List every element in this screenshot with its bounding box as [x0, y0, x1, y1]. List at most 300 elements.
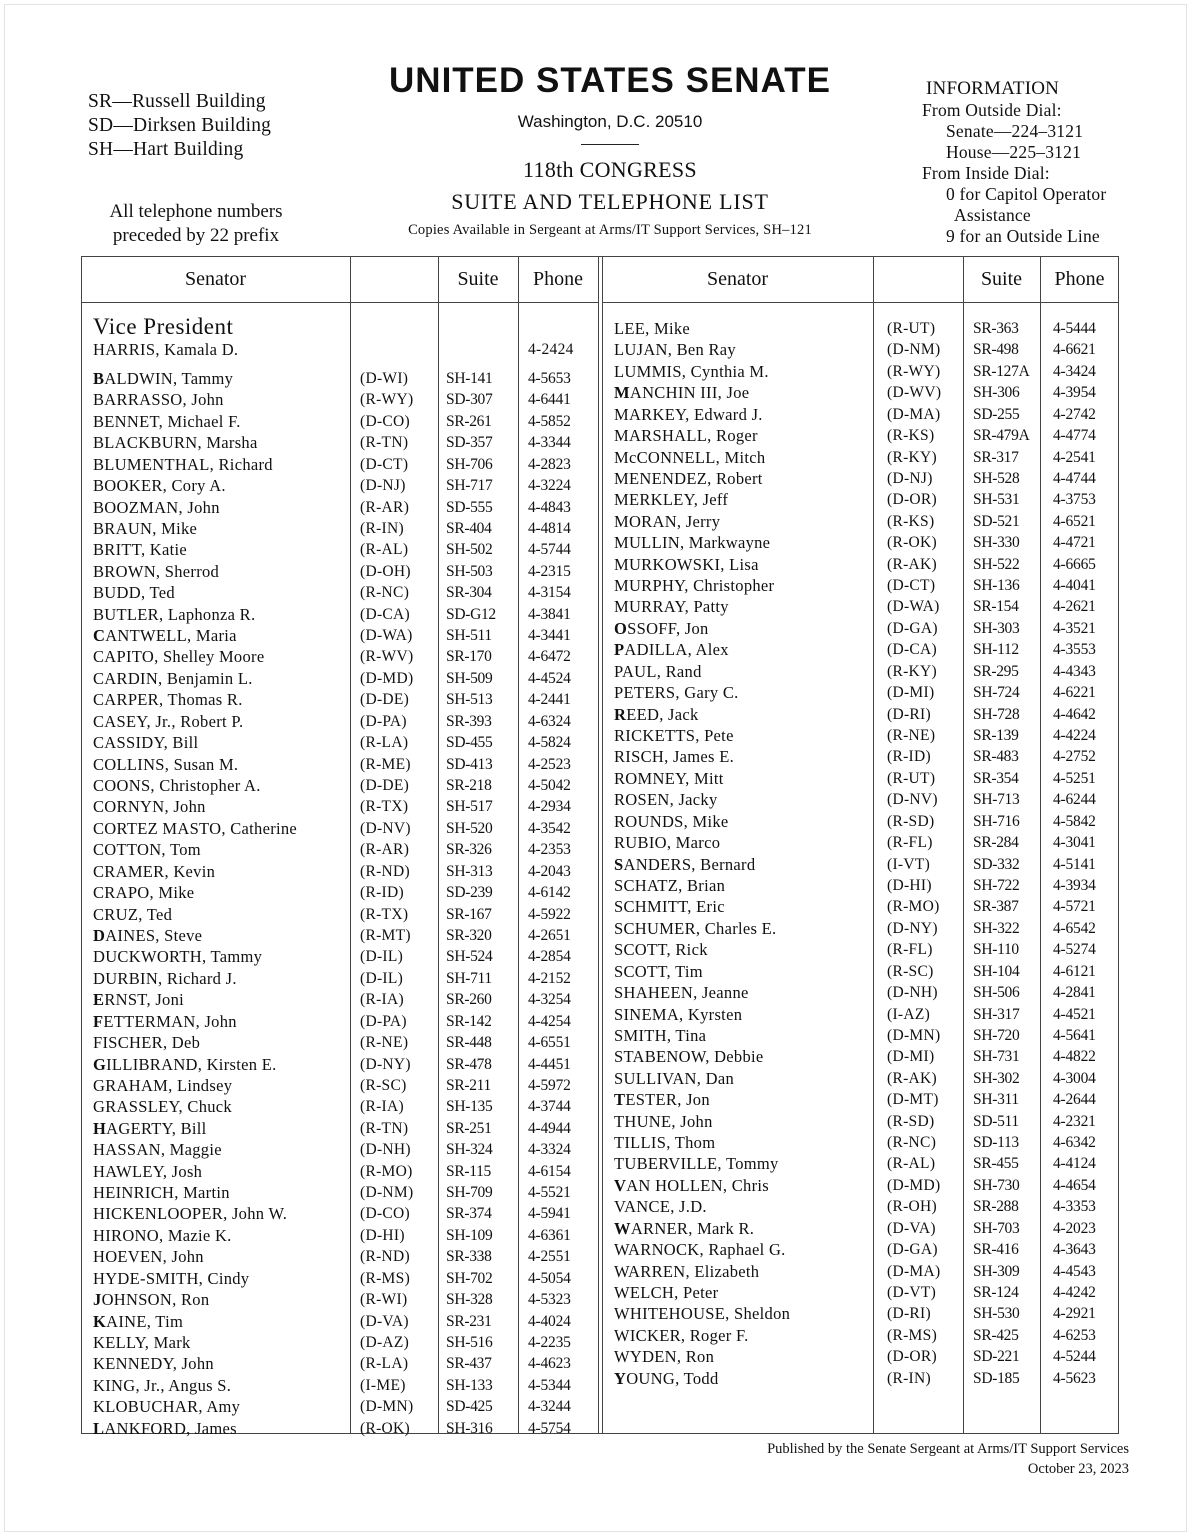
senator-name: CRUZ, Ted [93, 904, 173, 924]
suite-number: SH-709 [446, 1184, 493, 1202]
phone-extension: 4-4242 [1053, 1283, 1096, 1301]
phone-extension: 4-2235 [528, 1333, 571, 1351]
suite-number: SD-185 [973, 1369, 1020, 1387]
suite-number: SH-711 [446, 969, 492, 987]
table-row [81, 689, 599, 710]
phone-extension: 4-6342 [1053, 1134, 1096, 1152]
party-state: (R-IN) [887, 1369, 931, 1387]
senator-name: CAPITO, Shelley Moore [93, 647, 265, 667]
party-state: (R-AR) [360, 841, 410, 859]
party-state: (D-VA) [360, 1312, 409, 1330]
party-state: (D-MI) [887, 684, 935, 702]
copies-note: Copies Available in Sergeant at Arms/IT Support Services, SH–121 [408, 222, 812, 238]
phone-extension: 4-2854 [528, 948, 571, 966]
suite-number: SH-713 [973, 791, 1020, 809]
table-row [602, 1089, 1119, 1110]
table-row [81, 604, 599, 625]
party-state: (D-CT) [887, 577, 936, 595]
information-title: INFORMATION [926, 78, 1060, 99]
party-state: (R-MO) [887, 898, 940, 916]
phone-extension: 4-2023 [1053, 1219, 1096, 1237]
party-state: (R-UT) [887, 769, 936, 787]
party-state: (D-HI) [887, 876, 932, 894]
suite-number: SH-522 [973, 555, 1020, 573]
phone-extension: 4-3753 [1053, 491, 1096, 509]
senator-name: COLLINS, Susan M. [93, 754, 239, 774]
phone-extension: 4-2152 [528, 969, 571, 987]
column-header-suite: Suite [457, 268, 499, 290]
phone-extension: 4-2551 [528, 1248, 571, 1266]
suite-number: SR-326 [446, 841, 492, 859]
suite-number: SR-416 [973, 1241, 1019, 1259]
senator-name: WARNOCK, Raphael G. [614, 1240, 786, 1260]
table-row [81, 796, 599, 817]
phone-extension: 4-4944 [528, 1119, 571, 1137]
table-right-half [602, 256, 1119, 1434]
table-row [602, 575, 1119, 596]
party-state: (R-KS) [887, 512, 935, 530]
table-row [81, 968, 599, 989]
table-row [602, 425, 1119, 446]
senator-name: SCHUMER, Charles E. [614, 918, 777, 938]
senator-name: GRASSLEY, Chuck [93, 1097, 232, 1117]
party-state: (D-AZ) [360, 1333, 410, 1351]
phone-extension: 4-4814 [528, 519, 571, 537]
table-row [81, 732, 599, 753]
phone-extension: 4-2321 [1053, 1112, 1096, 1130]
party-state: (R-OH) [887, 1198, 938, 1216]
suite-number: SD-G12 [446, 605, 496, 623]
suite-number: SH-502 [446, 541, 493, 559]
suite-number: SH-311 [973, 1091, 1019, 1109]
phone-extension: 4-2644 [1053, 1091, 1096, 1109]
house-number: House—225–3121 [946, 142, 1082, 162]
phone-extension: 4-2841 [1053, 984, 1096, 1002]
suite-number: SD-307 [446, 391, 493, 409]
table-row [602, 961, 1119, 982]
senator-name: KING, Jr., Angus S. [93, 1375, 232, 1395]
senator-name: THUNE, John [614, 1111, 713, 1131]
table-left-half [81, 256, 599, 1438]
table-row [602, 382, 1119, 403]
party-state: (R-ND) [360, 1248, 411, 1266]
phone-extension: 4-5274 [1053, 941, 1096, 959]
phone-extension: 4-5641 [1053, 1026, 1096, 1044]
table-row [602, 1346, 1119, 1367]
suite-number: SH-328 [446, 1291, 493, 1309]
table-row [81, 818, 599, 839]
senator-name: HYDE-SMITH, Cindy [93, 1268, 250, 1288]
table-row [81, 1375, 599, 1396]
table-row [81, 1353, 599, 1374]
suite-number: SD-239 [446, 884, 493, 902]
column-header-phone: Phone [533, 268, 583, 290]
table-row [602, 1368, 1119, 1389]
phone-extension: 4-6621 [1053, 341, 1096, 359]
phone-extension: 4-2651 [528, 926, 571, 944]
phone-extension: 4-6472 [528, 648, 571, 666]
suite-number: SH-110 [973, 941, 1019, 959]
suite-number: SH-513 [446, 691, 493, 709]
senator-name: CORTEZ MASTO, Catherine [93, 818, 298, 838]
suite-number: SH-302 [973, 1069, 1020, 1087]
phone-extension: 4-3004 [1053, 1069, 1096, 1087]
suite-number: SR-124 [973, 1283, 1019, 1301]
phone-extension: 4-6221 [1053, 684, 1096, 702]
senator-name: REED, Jack [614, 704, 699, 724]
senator-name: FETTERMAN, John [93, 1011, 237, 1031]
phone-extension: 4-3324 [528, 1141, 571, 1159]
senator-name: CARPER, Thomas R. [93, 690, 243, 710]
phone-extension: 4-5251 [1053, 769, 1096, 787]
party-state: (D-WV) [887, 384, 942, 402]
party-state: (D-VA) [887, 1219, 936, 1237]
phone-extension: 4-6542 [1053, 919, 1096, 937]
phone-extension: 4-2523 [528, 755, 571, 773]
title-block [330, 60, 890, 239]
senator-name: SCOTT, Rick [614, 940, 708, 960]
senator-name: SULLIVAN, Dan [614, 1068, 735, 1088]
senator-name: CRAPO, Mike [93, 883, 195, 903]
phone-extension: 4-2353 [528, 841, 571, 859]
table-row [602, 682, 1119, 703]
suite-number: SR-455 [973, 1155, 1019, 1173]
suite-number: SH-503 [446, 562, 493, 580]
senator-name: MANCHIN III, Joe [614, 383, 750, 403]
table-row [81, 1289, 599, 1310]
senator-name: LANKFORD, James [93, 1418, 237, 1438]
phone-extension: 4-5653 [528, 370, 571, 387]
table-row [81, 432, 599, 453]
phone-extension: 4-6324 [528, 712, 571, 730]
party-state: (R-WY) [887, 362, 941, 380]
phone-extension: 4-4124 [1053, 1155, 1096, 1173]
senator-name: LEE, Mike [614, 319, 691, 338]
senator-name: MORAN, Jerry [614, 511, 721, 531]
table-row [602, 511, 1119, 532]
suite-number: SR-154 [973, 598, 1019, 616]
party-state: (R-MO) [360, 1162, 413, 1180]
phone-extension: 4-4343 [1053, 662, 1096, 680]
senator-name: CRAMER, Kevin [93, 861, 216, 881]
table-row [81, 1396, 599, 1417]
party-state: (D-WI) [360, 370, 409, 387]
party-state: (D-OR) [887, 491, 938, 509]
phone-extension: 4-5344 [528, 1376, 571, 1394]
senator-name: CASEY, Jr., Robert P. [93, 711, 244, 731]
party-state: (D-DE) [360, 777, 410, 795]
senator-name: MURPHY, Christopher [614, 576, 775, 596]
phone-extension: 4-2043 [528, 862, 571, 880]
suite-number: SR-437 [446, 1355, 492, 1373]
suite-number: SR-483 [973, 748, 1019, 766]
table-row [602, 1132, 1119, 1153]
suite-number: SR-479A [973, 427, 1030, 445]
senator-name: BALDWIN, Tammy [93, 369, 234, 388]
table-row [81, 539, 599, 560]
senator-list-left [81, 368, 599, 1439]
suite-number: SH-528 [973, 469, 1020, 487]
suite-number: SH-531 [973, 491, 1020, 509]
suite-number: SR-354 [973, 769, 1019, 787]
table-row [602, 339, 1119, 360]
suite-number: SH-530 [973, 1305, 1020, 1323]
party-state: (I-AZ) [887, 1005, 931, 1023]
table-row [602, 789, 1119, 810]
phone-extension: 4-2742 [1053, 405, 1096, 423]
suite-number: SR-320 [446, 926, 492, 944]
header-rule [602, 302, 1119, 303]
senator-name: ROMNEY, Mitt [614, 768, 724, 788]
vice-president-label: Vice President [93, 314, 234, 339]
building-key [88, 90, 271, 162]
senator-name: GILLIBRAND, Kirsten E. [93, 1054, 277, 1074]
senator-name: BOOZMAN, John [93, 497, 220, 517]
suite-number: SR-139 [973, 727, 1019, 745]
suite-number: SH-316 [446, 1419, 493, 1437]
senator-name: TESTER, Jon [614, 1090, 710, 1110]
party-state: (D-MA) [887, 405, 941, 423]
table-row [81, 861, 599, 882]
party-state: (R-ID) [887, 748, 931, 766]
suite-number: SD-555 [446, 498, 493, 516]
party-state: (D-GA) [887, 1241, 938, 1259]
capitol-operator-line: 0 for Capitol Operator [946, 184, 1107, 204]
senator-name: KLOBUCHAR, Amy [93, 1397, 241, 1417]
table-row [81, 1011, 599, 1032]
senator-name: VAN HOLLEN, Chris [614, 1175, 769, 1195]
table-row [602, 1282, 1119, 1303]
phone-extension: 4-3934 [1053, 876, 1096, 894]
suite-number: SD-332 [973, 855, 1020, 873]
table-row [81, 1418, 599, 1439]
suite-number: SH-520 [446, 819, 493, 837]
senator-name: KAINE, Tim [93, 1311, 184, 1331]
suite-number: SH-511 [446, 627, 492, 645]
party-state: (D-MN) [360, 1398, 414, 1416]
senator-name: MULLIN, Markwayne [614, 533, 771, 553]
senator-name: WELCH, Peter [614, 1282, 719, 1302]
phone-extension: 4-5444 [1053, 320, 1096, 337]
party-state: (D-MN) [887, 1026, 941, 1044]
information-block [922, 78, 1106, 247]
senator-name: WARNER, Mark R. [614, 1218, 755, 1238]
party-state: (D-DE) [360, 691, 410, 709]
party-state: (D-NM) [887, 341, 941, 359]
table-row [602, 1068, 1119, 1089]
suite-number: SR-478 [446, 1055, 492, 1073]
party-state: (R-IN) [360, 519, 404, 537]
published-by: Published by the Senate Sergeant at Arms/IT Support Services [767, 1441, 1129, 1457]
party-state: (D-NH) [360, 1141, 411, 1159]
party-state: (D-VT) [887, 1283, 937, 1301]
table-row [602, 468, 1119, 489]
senator-name: HASSAN, Maggie [93, 1140, 222, 1160]
party-state: (D-MT) [887, 1091, 939, 1109]
senator-name: WARREN, Elizabeth [614, 1261, 760, 1281]
city-address: Washington, D.C. 20510 [517, 112, 703, 131]
phone-extension: 4-4744 [1053, 469, 1096, 487]
senator-name: YOUNG, Todd [614, 1368, 719, 1388]
phone-extension: 4-5054 [528, 1269, 571, 1287]
senator-name: VANCE, J.D. [614, 1197, 707, 1217]
table-row [81, 1332, 599, 1353]
table-row [602, 1325, 1119, 1346]
party-state: (D-NY) [887, 919, 938, 937]
table-row [81, 775, 599, 796]
party-state: (R-OK) [360, 1419, 411, 1437]
table-row [81, 925, 599, 946]
suite-number: SH-517 [446, 798, 493, 816]
senator-name: ROUNDS, Mike [614, 811, 729, 831]
suite-number: SH-716 [973, 812, 1020, 830]
party-state: (D-WA) [887, 598, 940, 616]
suite-number: SH-724 [973, 684, 1020, 702]
phone-extension: 4-4822 [1053, 1048, 1096, 1066]
vice-president-phone: 4-2424 [528, 341, 574, 358]
senator-name: MARKEY, Edward J. [614, 404, 763, 424]
phone-extension: 4-2823 [528, 455, 571, 473]
senator-name: BARRASSO, John [93, 390, 224, 410]
table-row [81, 668, 599, 689]
phone-extension: 4-4543 [1053, 1262, 1096, 1280]
suite-number: SR-231 [446, 1312, 492, 1330]
phone-extension: 4-4024 [528, 1312, 571, 1330]
senator-name: SCHATZ, Brian [614, 875, 726, 895]
party-state: (D-NJ) [887, 469, 933, 487]
table-row [81, 1203, 599, 1224]
page-title: UNITED STATES SENATE [389, 61, 831, 100]
senator-name: DURBIN, Richard J. [93, 968, 237, 988]
suite-number: SR-142 [446, 1012, 492, 1030]
table-row [602, 1175, 1119, 1196]
phone-extension: 4-3441 [528, 627, 571, 645]
table-row [81, 497, 599, 518]
senator-name: KELLY, Mark [93, 1332, 191, 1352]
phone-extension: 4-3424 [1053, 362, 1096, 380]
table-row [81, 754, 599, 775]
list-name: SUITE AND TELEPHONE LIST [451, 189, 769, 214]
party-state: (R-NE) [360, 1034, 409, 1052]
party-state: (R-ND) [360, 862, 411, 880]
phone-extension: 4-6253 [1053, 1326, 1096, 1344]
party-state: (R-KY) [887, 662, 938, 680]
senator-name: HEINRICH, Martin [93, 1183, 230, 1203]
senator-name: SMITH, Tina [614, 1025, 707, 1045]
party-state: (I-VT) [887, 855, 931, 873]
senator-name: SCOTT, Tim [614, 961, 703, 981]
phone-extension: 4-3344 [528, 434, 571, 452]
party-state: (R-FL) [887, 834, 933, 852]
suite-number: SH-717 [446, 477, 493, 495]
party-state: (R-FL) [887, 941, 933, 959]
table-row [81, 475, 599, 496]
party-state: (R-LA) [360, 734, 409, 752]
senator-name: WHITEHOUSE, Sheldon [614, 1304, 791, 1324]
table-row [602, 1153, 1119, 1174]
prefix-note-line: preceded by 22 prefix [112, 225, 280, 246]
phone-extension: 4-4521 [1053, 1005, 1096, 1023]
suite-number: SH-703 [973, 1219, 1020, 1237]
senator-name: FISCHER, Deb [93, 1033, 201, 1053]
outside-line-note: 9 for an Outside Line [946, 226, 1100, 246]
senator-name: KENNEDY, John [93, 1354, 214, 1374]
senator-name: TUBERVILLE, Tommy [614, 1154, 779, 1174]
party-state: (R-NC) [887, 1134, 937, 1152]
vice-president-name: HARRIS, Kamala D. [93, 340, 239, 359]
suite-number: SR-170 [446, 648, 492, 666]
phone-extension: 4-3154 [528, 584, 571, 602]
table-row [81, 1268, 599, 1289]
senator-name: WYDEN, Ron [614, 1347, 715, 1367]
senator-name: BENNET, Michael F. [93, 411, 241, 431]
suite-number: SH-136 [973, 577, 1020, 595]
suite-number: SR-387 [973, 898, 1019, 916]
suite-number: SR-425 [973, 1326, 1019, 1344]
table-row [81, 582, 599, 603]
party-state: (D-GA) [887, 619, 938, 637]
party-state: (R-WY) [360, 391, 414, 409]
phone-extension: 4-5852 [528, 412, 571, 430]
suite-number: SR-261 [446, 412, 492, 430]
phone-extension: 4-5042 [528, 777, 571, 795]
phone-extension: 4-5721 [1053, 898, 1096, 916]
senator-name: BLUMENTHAL, Richard [93, 454, 273, 474]
table-row [602, 554, 1119, 575]
senator-name: PADILLA, Alex [614, 640, 729, 660]
table-row [81, 1118, 599, 1139]
table-row [602, 875, 1119, 896]
party-state: (R-SC) [360, 1076, 407, 1094]
phone-extension: 4-4721 [1053, 534, 1096, 552]
phone-extension: 4-5824 [528, 734, 571, 752]
phone-extension: 4-4451 [528, 1055, 571, 1073]
senator-name: MARSHALL, Roger [614, 426, 758, 446]
publish-date: October 23, 2023 [1027, 1461, 1129, 1477]
suite-number: SD-221 [973, 1348, 1020, 1366]
party-state: (D-MD) [360, 669, 414, 687]
phone-extension: 4-6142 [528, 884, 571, 902]
suite-number: SR-404 [446, 519, 492, 537]
senator-name: DUCKWORTH, Tammy [93, 947, 263, 967]
party-state: (R-AK) [887, 555, 938, 573]
header-rule [81, 302, 599, 303]
senator-name: DAINES, Steve [93, 925, 203, 945]
suite-number: SH-303 [973, 619, 1020, 637]
party-state: (D-NJ) [360, 477, 406, 495]
suite-number: SH-702 [446, 1269, 493, 1287]
senator-name: STABENOW, Debbie [614, 1047, 764, 1067]
phone-extension: 4-3254 [528, 991, 571, 1009]
table-row [602, 982, 1119, 1003]
phone-extension: 4-2921 [1053, 1305, 1096, 1323]
suite-number: SD-113 [973, 1134, 1019, 1152]
suite-number: SR-115 [446, 1162, 491, 1180]
suite-number: SR-304 [446, 584, 492, 602]
party-state: (R-SD) [887, 1112, 935, 1130]
suite-number: SH-313 [446, 862, 493, 880]
capitol-operator-line-2: Assistance [954, 205, 1031, 225]
phone-extension: 4-4654 [1053, 1176, 1096, 1194]
table-row [602, 896, 1119, 917]
senator-name: BLACKBURN, Marsha [93, 433, 258, 453]
party-state: (D-MI) [887, 1048, 935, 1066]
senator-name: WICKER, Roger F. [614, 1325, 749, 1345]
phone-extension: 4-3954 [1053, 384, 1096, 402]
phone-extension: 4-4041 [1053, 577, 1096, 595]
vice-president-row [81, 339, 599, 361]
table-row [602, 318, 1119, 339]
